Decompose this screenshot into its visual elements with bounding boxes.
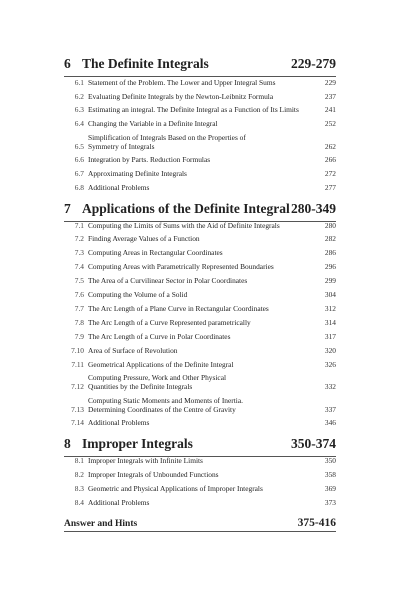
- section-title: Computing Pressure, Work and Other Physical Quantities by the Definite Integrals: [88, 373, 227, 391]
- chapter-page-range: 280-349: [291, 201, 336, 216]
- section-page: 373: [324, 498, 336, 507]
- toc-entry: [64, 234, 336, 243]
- section-title: Integration by Parts. Reduction Formulas: [88, 155, 211, 164]
- toc-entry: [64, 78, 336, 87]
- chapter-heading: [64, 201, 336, 222]
- section-title: Additional Problems: [88, 183, 150, 192]
- chapter-title: Applications of the Definite Integral: [82, 201, 290, 216]
- section-page: 312: [324, 304, 336, 313]
- section-number: 8.4: [74, 498, 84, 507]
- section-page: 314: [324, 318, 336, 327]
- toc-entry: [64, 105, 336, 114]
- answers-page-range: 375-416: [297, 517, 336, 529]
- section-page: 262: [324, 142, 336, 151]
- section-title: Estimating an integral. The Definite Integral as a Function of Its Limits: [88, 105, 299, 114]
- section-page: 304: [324, 290, 336, 299]
- section-page: 252: [324, 119, 336, 128]
- chapter-number: 7: [64, 201, 71, 216]
- section-number: 8.2: [74, 470, 84, 479]
- toc-entry: [64, 276, 336, 285]
- section-number: 7.4: [74, 262, 84, 271]
- toc-entry: [64, 396, 336, 414]
- chapter-number: 8: [64, 436, 71, 451]
- section-title: Geometric and Physical Applications of Improper Integrals: [88, 484, 263, 493]
- toc-entry: [64, 318, 336, 327]
- section-title: Evaluating Definite Integrals by the Newton-Leibnitz Formula: [88, 92, 274, 101]
- toc-entry: [64, 262, 336, 271]
- section-page: 296: [324, 262, 336, 271]
- toc-entry: [64, 248, 336, 257]
- section-number: 7.14: [71, 418, 84, 427]
- toc-entry: [64, 290, 336, 299]
- section-page: 350: [324, 456, 336, 465]
- section-title: Changing the Variable in a Definite Integral: [88, 119, 218, 128]
- section-title: The Arc Length of a Curve Represented parametrically: [88, 318, 251, 327]
- section-page: 369: [324, 484, 336, 493]
- section-page: 326: [324, 360, 336, 369]
- section-title: Area of Surface of Revolution: [88, 346, 178, 355]
- section-page: 320: [324, 346, 336, 355]
- section-page: 299: [324, 276, 336, 285]
- chapter-heading: [64, 56, 336, 77]
- toc-entry: [64, 304, 336, 313]
- toc-entry: [64, 133, 336, 151]
- chapter-page-range: 229-279: [291, 56, 336, 71]
- section-title: Computing Areas in Rectangular Coordinates: [88, 248, 223, 257]
- section-number: 6.6: [74, 155, 84, 164]
- section-number: 8.1: [74, 456, 84, 465]
- section-page: 272: [324, 169, 336, 178]
- section-page: 346: [324, 418, 336, 427]
- section-number: 7.9: [74, 332, 84, 341]
- section-number: 7.2: [74, 234, 84, 243]
- section-title: Computing Static Moments and Moments of Inertia. Determining Coordinates of the Centre of Gravity: [88, 396, 243, 414]
- section-page: 332: [324, 382, 336, 391]
- section-title: Approximating Definite Integrals: [88, 169, 187, 178]
- section-page: 280: [324, 221, 336, 230]
- toc-entry: [64, 119, 336, 128]
- section-title: The Arc Length of a Curve in Polar Coordinates: [88, 332, 231, 341]
- section-number: 7.7: [74, 304, 84, 313]
- chapter-7: [64, 201, 336, 222]
- section-number: 6.1: [74, 78, 84, 87]
- section-title: The Area of a Curvilinear Sector in Polar Coordinates: [88, 276, 248, 285]
- section-page: 266: [324, 155, 336, 164]
- toc-entry: [64, 484, 336, 493]
- section-number: 7.1: [74, 221, 84, 230]
- section-title: Improper Integrals of Unbounded Functions: [88, 470, 219, 479]
- section-title: Simplification of Integrals Based on the Properties of Symmetry of Integrals: [88, 133, 246, 151]
- section-title: The Arc Length of a Plane Curve in Rectangular Coordinates: [88, 304, 269, 313]
- section-title: Finding Average Values of a Function: [88, 234, 200, 243]
- toc-entry: [64, 418, 336, 427]
- section-title: Additional Problems: [88, 498, 150, 507]
- section-page: 282: [324, 234, 336, 243]
- answers-entry: [64, 517, 336, 532]
- toc-entry: [64, 221, 336, 230]
- toc-entry: [64, 498, 336, 507]
- section-number: 6.7: [74, 169, 84, 178]
- chapter-title: Improper Integrals: [82, 436, 193, 451]
- chapter-number: 6: [64, 56, 71, 71]
- section-number: 7.3: [74, 248, 84, 257]
- toc-entry: [64, 183, 336, 192]
- section-number: 6.8: [74, 183, 84, 192]
- section-number: 8.3: [74, 484, 84, 493]
- toc-entry: [64, 92, 336, 101]
- section-page: 241: [324, 105, 336, 114]
- section-page: 358: [324, 470, 336, 479]
- section-number: 6.2: [74, 92, 84, 101]
- section-number: 6.3: [74, 105, 84, 114]
- toc-entry: [64, 169, 336, 178]
- answers-title: Answer and Hints: [64, 519, 138, 529]
- section-number: 7.12: [71, 382, 84, 391]
- toc-entry: [64, 346, 336, 355]
- section-title: Geometrical Applications of the Definite Integral: [88, 360, 234, 369]
- section-number: 7.6: [74, 290, 84, 299]
- chapter-page-range: 350-374: [291, 436, 336, 451]
- section-page: 277: [324, 183, 336, 192]
- section-page: 229: [324, 78, 336, 87]
- chapter-heading: [64, 436, 336, 457]
- toc-entry: [64, 456, 336, 465]
- section-page: 237: [324, 92, 336, 101]
- section-page: 337: [324, 405, 336, 414]
- chapter-6: [64, 56, 336, 77]
- toc-entry: [64, 155, 336, 164]
- toc-entry: [64, 373, 336, 391]
- section-number: 6.5: [74, 142, 84, 151]
- section-title: Computing the Limits of Sums with the Aid of Definite Integrals: [88, 221, 280, 230]
- section-title: Improper Integrals with Infinite Limits: [88, 456, 203, 465]
- section-number: 7.13: [71, 405, 84, 414]
- section-title: Computing Areas with Parametrically Represented Boundaries: [88, 262, 274, 271]
- section-number: 6.4: [74, 119, 84, 128]
- chapter-8: [64, 436, 336, 457]
- section-page: 286: [324, 248, 336, 257]
- section-title: Additional Problems: [88, 418, 150, 427]
- section-number: 7.11: [71, 360, 84, 369]
- toc-entry: [64, 470, 336, 479]
- toc-entry: [64, 360, 336, 369]
- section-title: Statement of the Problem. The Lower and Upper Integral Sums: [88, 78, 276, 87]
- section-title: Computing the Volume of a Solid: [88, 290, 188, 299]
- toc-entry: [64, 332, 336, 341]
- section-page: 317: [324, 332, 336, 341]
- section-number: 7.8: [74, 318, 84, 327]
- section-number: 7.10: [71, 346, 84, 355]
- section-number: 7.5: [74, 276, 84, 285]
- chapter-title: The Definite Integrals: [82, 56, 209, 71]
